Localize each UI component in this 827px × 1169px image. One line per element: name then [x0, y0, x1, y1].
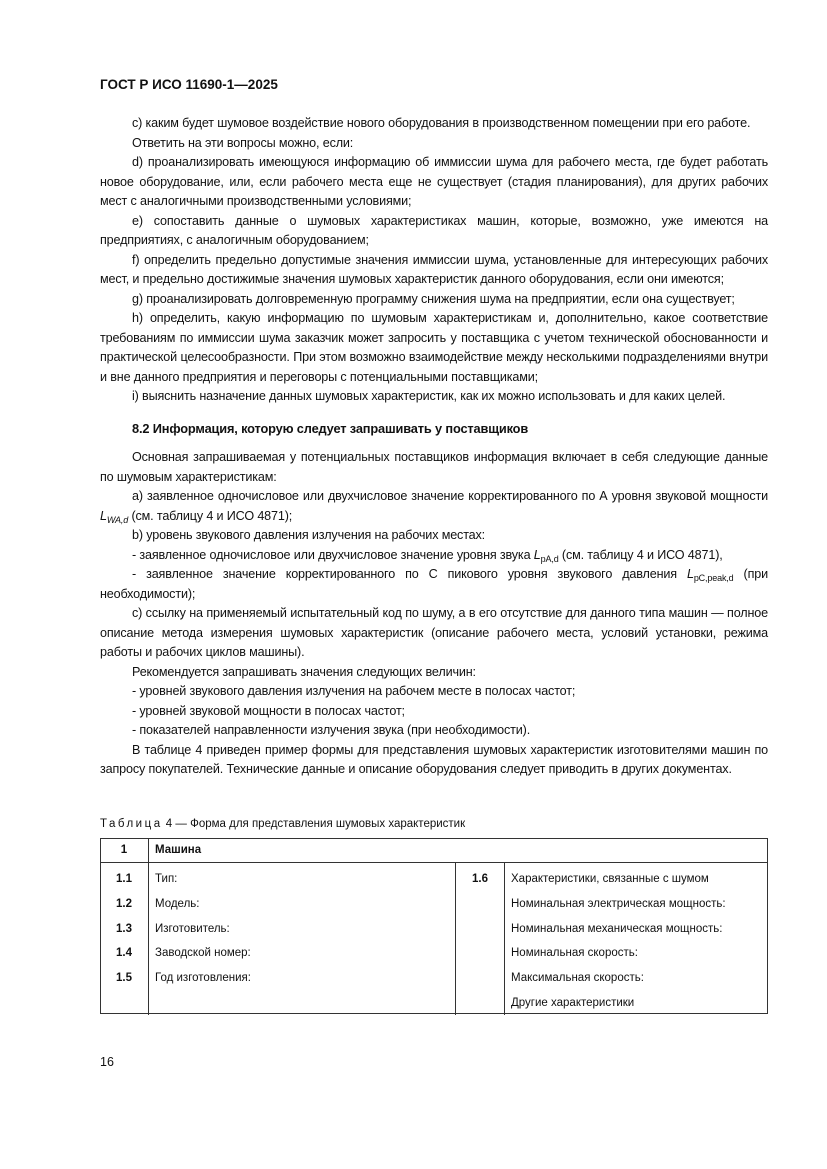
- noise-characteristics-table: [100, 838, 768, 1015]
- caption-text: 4 — Форма для представления шумовых характеристик: [165, 818, 466, 830]
- row-label: Тип:: [149, 863, 456, 892]
- subscript: pA,d: [540, 553, 559, 564]
- list-item: - уровней звукового давления излучения на рабочем месте в полосах частот;: [132, 684, 576, 698]
- right-num: [456, 990, 505, 1015]
- table-row: [100, 863, 768, 892]
- right-label: Номинальная скорость:: [511, 947, 638, 960]
- table-row: [100, 966, 768, 991]
- paragraph-b1: [100, 546, 768, 566]
- paragraph: g) проанализировать долговременную программу снижения шума на предприятии, если она существует;: [132, 291, 735, 306]
- table-header-row: [100, 838, 768, 863]
- list-item: - показателей направленности излучения звука (при необходимости).: [132, 723, 531, 737]
- row-num: 1.3: [100, 916, 149, 941]
- text: (см. таблицу 4 и ИСО 4871),: [558, 547, 723, 562]
- paragraph: h) определить, какую информацию по шумовым характеристикам и, дополнительно, какое соответствие требованиям по иммиссии шума заказчик может запросить у поставщика с учетом технической обоснованности и практической целесообразности. При этом возможно взаимодействие между несколькими подразделениями внутри и вне данного предприятия и переговоры с потенциальными поставщиками;: [100, 311, 768, 384]
- paragraph-a: [100, 487, 768, 526]
- row-label: Изготовитель:: [149, 916, 456, 941]
- row-label: Год изготовления:: [149, 966, 456, 991]
- paragraph: Основная запрашиваемая у потенциальных поставщиков информация включает в себя следующие данные по шумовым характеристикам:: [100, 450, 768, 484]
- right-label: Максимальная скорость:: [511, 972, 644, 985]
- subscript: [107, 515, 128, 525]
- paragraph-b2: [100, 565, 768, 604]
- row-label: Модель:: [149, 892, 456, 917]
- right-label: Номинальная механическая мощность:: [511, 922, 723, 935]
- page-number: 16: [100, 1055, 114, 1069]
- row-num: 1.4: [100, 941, 149, 966]
- right-num: 1.6: [456, 863, 505, 892]
- table-row: [100, 990, 768, 1015]
- paragraph: c) каким будет шумовое воздействие нового оборудования в производственном помещении при его работе.: [132, 116, 751, 130]
- row-num: 1.2: [100, 892, 149, 917]
- right-num: [456, 966, 505, 991]
- row-num: [100, 990, 149, 1015]
- table-row: [100, 916, 768, 941]
- section-heading: 8.2 Информация, которую следует запрашивать у поставщиков: [132, 420, 529, 436]
- document-body: [100, 114, 768, 780]
- right-num: [456, 941, 505, 966]
- table-row: [100, 892, 768, 917]
- row-label: Заводской номер:: [149, 941, 456, 966]
- text: (см. таблицу 4 и ИСО 4871);: [128, 508, 293, 523]
- header-num: 1: [100, 838, 149, 863]
- symbol: L: [686, 567, 694, 581]
- row-num: 1.5: [100, 966, 149, 991]
- row-num: 1.1: [100, 863, 149, 892]
- table-caption: [100, 818, 465, 830]
- header-label: Машина: [149, 838, 769, 863]
- paragraph: e) сопоставить данные о шумовых характеристиках машин, которые, возможно, уже имеются на предприятиях, с аналогичным оборудованием;: [100, 213, 768, 247]
- subscript-text: WA,d: [106, 514, 129, 525]
- subscript: pC,peak,d: [693, 573, 734, 583]
- paragraph: b) уровень звукового давления излучения на рабочих местах:: [132, 528, 486, 542]
- paragraph: f) определить предельно допустимые значения иммиссии шума, установленные для интересующих рабочих мест, и предельно достижимые значения шумовых характеристик данного оборудования, если они имеются;: [100, 252, 768, 286]
- row-label: [149, 990, 456, 1015]
- right-num: [456, 892, 505, 917]
- text: - заявленное значение корректированного по С пикового уровня звукового давления: [132, 567, 687, 581]
- text: - заявленное одночисловое или двухчисловое значение уровня звука: [132, 547, 534, 562]
- paragraph: d) проанализировать имеющуюся информацию об иммиссии шума для рабочего места, где будет работать новое оборудование, или, если рабочего места еще не существует (стадия планирования), для других рабочих мест с аналогичными производственными условиями;: [100, 155, 768, 208]
- paragraph: В таблице 4 приведен пример формы для представления шумовых характеристик изготовителями машин по запросу покупателей. Технические данные и описание оборудования следует приводить в других документах.: [100, 742, 768, 776]
- paragraph: Ответить на эти вопросы можно, если:: [132, 135, 354, 150]
- right-label: Другие характеристики: [511, 996, 635, 1009]
- symbol: L: [533, 547, 541, 562]
- paragraph: Рекомендуется запрашивать значения следующих величин:: [132, 664, 476, 679]
- table-row: [100, 941, 768, 966]
- right-label: Характеристики, связанные с шумом: [511, 873, 709, 886]
- caption-word: Таблица: [100, 818, 163, 830]
- document-header: ГОСТ Р ИСО 11690-1—2025: [100, 77, 278, 92]
- list-item: - уровней звуковой мощности в полосах частот;: [132, 703, 405, 718]
- paragraph: i) выяснить назначение данных шумовых характеристик, как их можно использовать и для каких целей.: [132, 389, 726, 403]
- text: (при необходимости);: [100, 567, 768, 601]
- right-num: [456, 916, 505, 941]
- right-label: Номинальная электрическая мощность:: [511, 898, 726, 911]
- paragraph: c) ссылку на применяемый испытательный код по шуму, а в его отсутствие для данного типа машин — полное описание метода измерения шумовых характеристик (описание рабочего места, условий установки, режима работы и рабочих циклов машины).: [100, 606, 768, 659]
- text: a) заявленное одночисловое или двухчисловое значение корректированного по А уровня звуковой мощности: [132, 489, 768, 503]
- symbol: L: [100, 508, 107, 523]
